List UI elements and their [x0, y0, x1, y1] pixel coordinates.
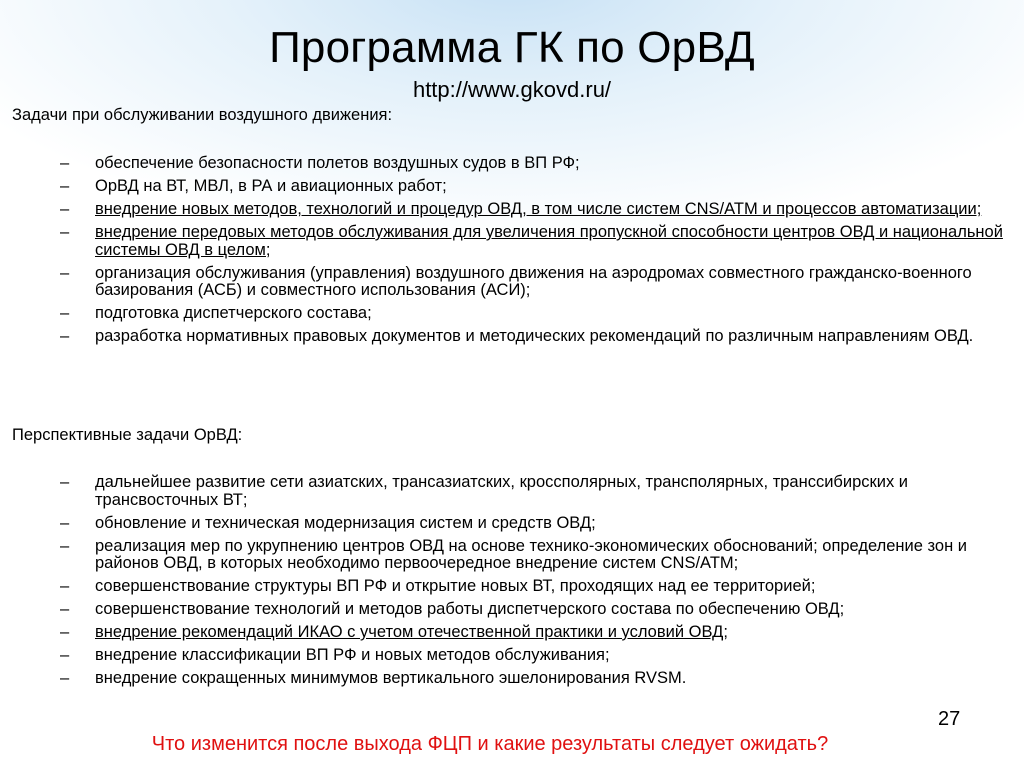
list-item [60, 328, 1015, 346]
underlined-text: внедрение рекомендаций ИКАО с учетом отечественной практики и условий ОВД [95, 623, 724, 641]
dash-bullet: – [60, 623, 70, 641]
list-item [60, 474, 1015, 509]
list-item-text-underlined: внедрение новых методов, технологий и процедур ОВД, в том числе систем CNS/ATM и процессов автоматизации; [95, 200, 982, 218]
list-item-text: обеспечение безопасности полетов воздушных судов в ВП РФ; [95, 154, 580, 172]
dash-bullet: – [60, 600, 70, 618]
list-item [60, 578, 1015, 596]
list-item [60, 224, 1015, 259]
dash-bullet: – [60, 263, 70, 282]
section1-heading: Задачи при обслуживании воздушного движения: [12, 106, 393, 124]
dash-bullet: – [60, 223, 70, 241]
list-item [60, 155, 1015, 173]
item-tail: ; [723, 623, 728, 641]
list-item-text: внедрение сокращенных минимумов вертикального эшелонирования RVSM. [95, 669, 687, 687]
section2-heading: Перспективные задачи ОрВД: [12, 426, 243, 444]
dash-bullet: – [60, 577, 70, 595]
closing-question: Что изменится после выхода ФЦП и какие результаты следует ожидать? [151, 733, 829, 755]
list-item-text: обновление и техническая модернизация систем и средств ОВД; [95, 513, 596, 532]
dash-bullet: – [60, 513, 70, 532]
website-url[interactable]: http://www.gkovd.ru/ [412, 77, 612, 102]
dash-bullet: – [60, 327, 70, 345]
list-item-text: совершенствование структуры ВП РФ и открытие новых ВТ, проходящих над ее территорией; [95, 577, 816, 595]
list-item-text [95, 624, 1015, 642]
list-item-text: совершенствование технологий и методов работы диспетчерского состава по обеспечению ОВД; [95, 600, 845, 618]
list-item [60, 538, 1015, 573]
dash-bullet: – [60, 200, 70, 218]
slide-title: Программа ГК по ОрВД [269, 23, 755, 72]
list-item-text: дальнейшее развитие сети азиатских, трансазиатских, кроссполярных, трансполярных, транссибирских и трансвосточных ВТ; [95, 473, 909, 509]
section2-list [60, 474, 1015, 693]
list-item-text: подготовка диспетчерского состава; [95, 304, 372, 322]
dash-bullet: – [60, 536, 70, 555]
list-item [60, 178, 1015, 196]
list-item [60, 201, 1015, 219]
list-item-text: внедрение классификации ВП РФ и новых методов обслуживания; [95, 646, 610, 664]
list-item [60, 601, 1015, 619]
dash-bullet: – [60, 473, 70, 491]
list-item [60, 515, 1015, 533]
dash-bullet: – [60, 177, 70, 195]
list-item [60, 305, 1015, 323]
dash-bullet: – [60, 154, 70, 172]
dash-bullet: – [60, 646, 70, 664]
section1-list [60, 155, 1015, 351]
list-item-text: разработка нормативных правовых документов и методических рекомендаций по различным направлениям ОВД. [95, 327, 974, 345]
list-item [60, 647, 1015, 665]
list-item [60, 624, 1015, 642]
page-number: 27 [938, 708, 961, 730]
dash-bullet: – [60, 304, 70, 322]
list-item [60, 265, 1015, 300]
list-item [60, 670, 1015, 688]
list-item-text-underlined: внедрение передовых методов обслуживания для увеличения пропускной способности центров ОВД и национальной системы ОВД в целом; [95, 223, 1003, 259]
list-item-text: ОрВД на ВТ, МВЛ, в РА и авиационных работ; [95, 177, 447, 195]
list-item-text: организация обслуживания (управления) воздушного движения на аэродромах совместного гражданско-военного базирования (АСБ) и совместного использования (АСИ); [95, 263, 972, 299]
dash-bullet: – [60, 669, 70, 687]
list-item-text: реализация мер по укрупнению центров ОВД на основе технико-экономических обоснований; определение зон и районов ОВД, в которых необходимо первоочередное внедрение систем CNS/ATM; [95, 536, 967, 572]
